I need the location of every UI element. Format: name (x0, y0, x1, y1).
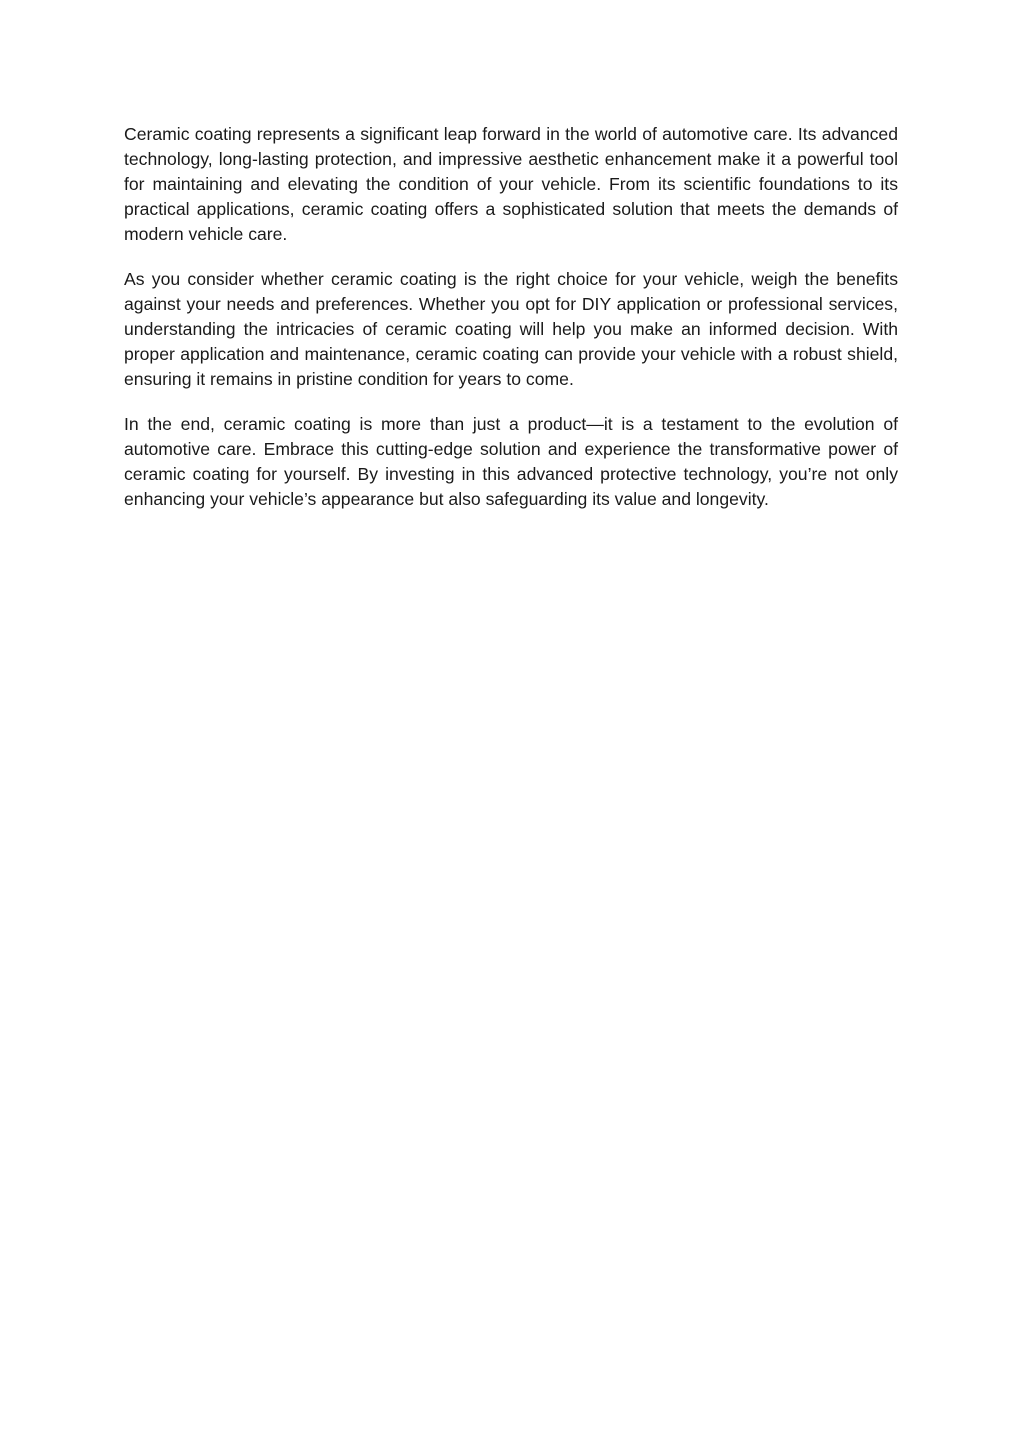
paragraph-1: Ceramic coating represents a significant leap forward in the world of automotive care. Its advanced technology, long-lasting protection, and impressive aesthetic enhancement make it a powerful tool for maintaining and elevating the condition of your vehicle. From its scientific foundations to its practical applications, ceramic coating offers a sophisticated solution that meets the demands of modern vehicle care. (124, 124, 898, 244)
paragraph-2: As you consider whether ceramic coating is the right choice for your vehicle, weigh the benefits against your needs and preferences. Whether you opt for DIY application or professional services, understanding the intricacies of ceramic coating will help you make an informed decision. With proper application and maintenance, ceramic coating can provide your vehicle with a robust shield, ensuring it remains in pristine condition for years to come. (124, 269, 898, 389)
document-body (124, 122, 898, 532)
paragraph-3: In the end, ceramic coating is more than just a product—it is a testament to the evolution of automotive care. Embrace this cutting-edge solution and experience the transformative power of ceramic coating for yourself. By investing in this advanced protective technology, you’re not only enhancing your vehicle’s appearance but also safeguarding its value and longevity. (124, 414, 898, 509)
